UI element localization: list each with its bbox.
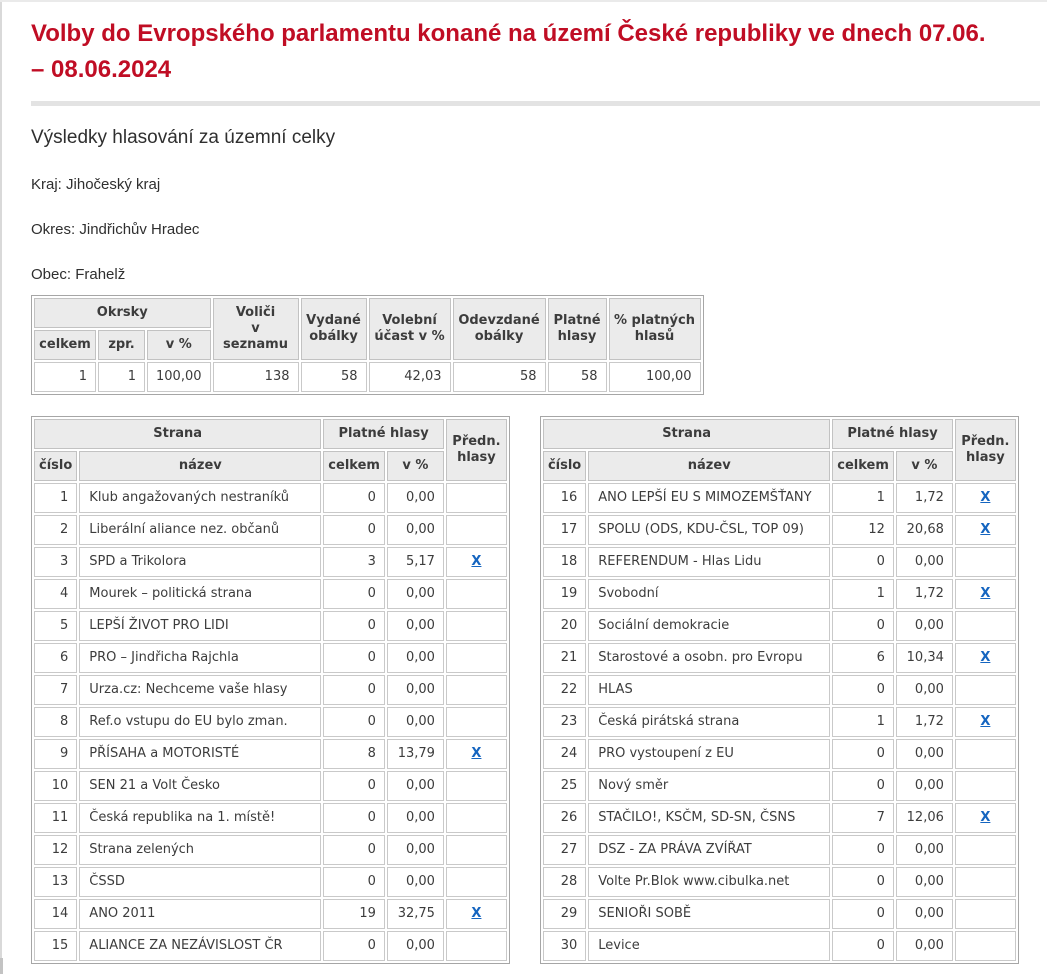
party-name: ANO 2011 (79, 899, 321, 929)
summary-value-pct-platnych-hlasu: 100,00 (609, 362, 701, 392)
preferential-votes-cell (955, 483, 1016, 513)
party-name: Nový směr (588, 771, 830, 801)
party-number: 19 (543, 579, 586, 609)
party-votes-pct: 0,00 (896, 739, 953, 769)
preferential-votes-cell (446, 547, 507, 577)
party-votes-total: 0 (323, 803, 385, 833)
preferential-votes-link[interactable]: X (980, 586, 991, 601)
party-table-left (31, 416, 510, 964)
party-votes-pct: 0,00 (896, 835, 953, 865)
party-name: LEPŠÍ ŽIVOT PRO LIDI (79, 611, 321, 641)
party-name: Starostové a osobn. pro Evropu (588, 643, 830, 673)
party-name: PRO – Jindřicha Rajchla (79, 643, 321, 673)
party-name: ČSSD (79, 867, 321, 897)
party-number: 10 (34, 771, 77, 801)
party-row (34, 707, 507, 737)
party-number: 14 (34, 899, 77, 929)
party-row (34, 483, 507, 513)
party-table-header-celkem: celkem (323, 451, 385, 481)
party-table-header-platne-hlasy: Platné hlasy (832, 419, 953, 449)
section-title: Výsledky hlasování za územní celky (31, 127, 336, 148)
preferential-votes-cell (446, 803, 507, 833)
preferential-votes-link[interactable]: X (980, 650, 991, 665)
party-votes-pct: 1,72 (896, 579, 953, 609)
party-votes-total: 0 (832, 675, 894, 705)
party-row (34, 611, 507, 641)
region-okres-label: Okres: (31, 221, 76, 238)
party-votes-pct: 0,00 (896, 547, 953, 577)
summary-header-zpr: zpr. (98, 330, 145, 360)
party-row (34, 931, 507, 961)
party-votes-pct: 1,72 (896, 483, 953, 513)
party-number: 7 (34, 675, 77, 705)
preferential-votes-cell (955, 611, 1016, 641)
preferential-votes-cell (955, 515, 1016, 545)
party-votes-total: 0 (323, 643, 385, 673)
party-number: 3 (34, 547, 77, 577)
party-votes-pct: 0,00 (387, 643, 444, 673)
summary-value-volici-v-seznamu: 138 (213, 362, 299, 392)
party-row (543, 483, 1016, 513)
party-votes-pct: 10,34 (896, 643, 953, 673)
party-number: 4 (34, 579, 77, 609)
preferential-votes-link[interactable]: X (980, 522, 991, 537)
party-votes-total: 0 (323, 579, 385, 609)
party-number: 29 (543, 899, 586, 929)
party-votes-pct: 0,00 (387, 515, 444, 545)
region-kraj (31, 176, 1047, 194)
party-votes-pct: 1,72 (896, 707, 953, 737)
party-votes-pct: 13,79 (387, 739, 444, 769)
preferential-votes-cell (446, 483, 507, 513)
summary-header-platne-hlasy: Platné hlasy (548, 298, 607, 360)
party-votes-pct: 0,00 (387, 803, 444, 833)
party-row (543, 931, 1016, 961)
party-name: STAČILO!, KSČM, SD-SN, ČSNS (588, 803, 830, 833)
party-number: 24 (543, 739, 586, 769)
party-votes-total: 0 (323, 771, 385, 801)
party-table-header-nazev: název (79, 451, 321, 481)
party-votes-total: 12 (832, 515, 894, 545)
party-name: SEN 21 a Volt Česko (79, 771, 321, 801)
party-table-header-strana: Strana (543, 419, 830, 449)
preferential-votes-cell (955, 675, 1016, 705)
party-row (543, 579, 1016, 609)
preferential-votes-cell (446, 835, 507, 865)
party-votes-total: 6 (832, 643, 894, 673)
party-number: 26 (543, 803, 586, 833)
preferential-votes-cell (955, 899, 1016, 929)
party-row (34, 803, 507, 833)
party-votes-pct: 0,00 (387, 675, 444, 705)
preferential-votes-cell (955, 931, 1016, 961)
region-kraj-value: Jihočeský kraj (66, 176, 161, 193)
party-table-header-v-pct: v % (387, 451, 444, 481)
party-number: 2 (34, 515, 77, 545)
party-row (543, 899, 1016, 929)
party-table-header-strana: Strana (34, 419, 321, 449)
party-row (543, 803, 1016, 833)
party-number: 16 (543, 483, 586, 513)
party-votes-pct: 0,00 (387, 483, 444, 513)
party-row (543, 835, 1016, 865)
preferential-votes-cell (955, 707, 1016, 737)
party-votes-pct: 0,00 (387, 867, 444, 897)
party-number: 1 (34, 483, 77, 513)
party-row (543, 547, 1016, 577)
preferential-votes-link[interactable]: X (980, 714, 991, 729)
party-tables-container (31, 416, 1047, 964)
preferential-votes-cell (955, 739, 1016, 769)
window-left-edge (0, 2, 2, 974)
party-votes-pct: 0,00 (387, 771, 444, 801)
party-name: DSZ - ZA PRÁVA ZVÍŘAT (588, 835, 830, 865)
party-number: 22 (543, 675, 586, 705)
summary-header-okrsky: Okrsky (34, 298, 211, 328)
summary-header-vydane-obalky: Vydané obálky (301, 298, 367, 360)
party-votes-total: 0 (323, 515, 385, 545)
party-row (34, 515, 507, 545)
preferential-votes-cell (955, 771, 1016, 801)
party-votes-total: 1 (832, 483, 894, 513)
party-votes-pct: 0,00 (896, 611, 953, 641)
preferential-votes-link[interactable]: X (980, 810, 991, 825)
summary-header-odevzdane-obalky: Odevzdané obálky (453, 298, 546, 360)
party-row (543, 707, 1016, 737)
party-votes-pct: 0,00 (387, 707, 444, 737)
party-votes-pct: 12,06 (896, 803, 953, 833)
summary-value-okrsky-v-pct: 100,00 (147, 362, 211, 392)
party-votes-pct: 0,00 (896, 771, 953, 801)
preferential-votes-cell (446, 707, 507, 737)
party-number: 25 (543, 771, 586, 801)
party-name: Levice (588, 931, 830, 961)
party-votes-total: 0 (323, 675, 385, 705)
party-name: Česká republika na 1. místě! (79, 803, 321, 833)
party-votes-pct: 5,17 (387, 547, 444, 577)
summary-table (31, 295, 704, 395)
party-table-header-cislo: číslo (34, 451, 77, 481)
party-number: 12 (34, 835, 77, 865)
party-name: Svobodní (588, 579, 830, 609)
preferential-votes-cell (446, 867, 507, 897)
party-name: PŘÍSAHA a MOTORISTÉ (79, 739, 321, 769)
party-row (543, 611, 1016, 641)
page-title: Volby do Evropského parlamentu konané na území České republiky ve dnech 07.06. – 08.06.2024 (31, 20, 986, 83)
party-name: PRO vystoupení z EU (588, 739, 830, 769)
party-votes-total: 0 (832, 611, 894, 641)
party-votes-pct: 0,00 (387, 611, 444, 641)
party-row (543, 643, 1016, 673)
party-votes-pct: 20,68 (896, 515, 953, 545)
party-table-header-predn-hlasy: Předn. hlasy (955, 419, 1016, 481)
party-votes-total: 0 (323, 611, 385, 641)
party-row (543, 515, 1016, 545)
party-votes-pct: 0,00 (896, 899, 953, 929)
party-row (34, 867, 507, 897)
party-votes-pct: 0,00 (896, 867, 953, 897)
party-name: Urza.cz: Nechceme vaše hlasy (79, 675, 321, 705)
preferential-votes-cell (955, 579, 1016, 609)
party-name: Ref.o vstupu do EU bylo zman. (79, 707, 321, 737)
party-name: REFERENDUM - Hlas Lidu (588, 547, 830, 577)
party-row (34, 675, 507, 705)
party-name: Strana zelených (79, 835, 321, 865)
summary-header-volici-v-seznamu: Voliči v seznamu (213, 298, 299, 360)
preferential-votes-link[interactable]: X (471, 746, 482, 761)
party-number: 23 (543, 707, 586, 737)
party-votes-total: 0 (323, 707, 385, 737)
summary-value-volebni-ucast: 42,03 (369, 362, 451, 392)
party-votes-total: 0 (323, 483, 385, 513)
party-table-header-predn-hlasy: Předn. hlasy (446, 419, 507, 481)
party-votes-total: 0 (323, 931, 385, 961)
party-votes-total: 0 (323, 835, 385, 865)
party-number: 18 (543, 547, 586, 577)
party-votes-pct: 0,00 (387, 579, 444, 609)
summary-value-okrsky-zpr: 1 (98, 362, 145, 392)
party-votes-pct: 0,00 (387, 835, 444, 865)
party-name: Mourek – politická strana (79, 579, 321, 609)
party-number: 17 (543, 515, 586, 545)
party-row (34, 547, 507, 577)
region-obec (31, 266, 1047, 284)
party-name: SPD a Trikolora (79, 547, 321, 577)
preferential-votes-cell (446, 675, 507, 705)
party-table-header-nazev: název (588, 451, 830, 481)
party-number: 21 (543, 643, 586, 673)
party-votes-total: 0 (832, 547, 894, 577)
preferential-votes-cell (955, 547, 1016, 577)
party-votes-total: 1 (832, 707, 894, 737)
header-divider (31, 101, 1040, 106)
summary-header-volebni-ucast: Volební účast v % (369, 298, 451, 360)
summary-value-odevzdane-obalky: 58 (453, 362, 546, 392)
party-number: 13 (34, 867, 77, 897)
party-votes-total: 0 (832, 899, 894, 929)
party-votes-total: 0 (832, 835, 894, 865)
party-name: HLAS (588, 675, 830, 705)
party-name: SPOLU (ODS, KDU-ČSL, TOP 09) (588, 515, 830, 545)
summary-header-celkem: celkem (34, 330, 96, 360)
summary-header-pct-platnych-hlasu: % platných hlasů (609, 298, 701, 360)
party-row (543, 739, 1016, 769)
party-name: ALIANCE ZA NEZÁVISLOST ČR (79, 931, 321, 961)
preferential-votes-cell (446, 771, 507, 801)
party-votes-total: 7 (832, 803, 894, 833)
party-table-header-v-pct: v % (896, 451, 953, 481)
party-votes-total: 8 (323, 739, 385, 769)
party-name: Liberální aliance nez. občanů (79, 515, 321, 545)
preferential-votes-cell (446, 611, 507, 641)
preferential-votes-cell (446, 931, 507, 961)
summary-value-platne-hlasy: 58 (548, 362, 607, 392)
region-okres-value: Jindřichův Hradec (79, 221, 200, 238)
summary-header-v-pct: v % (147, 330, 211, 360)
party-votes-total: 3 (323, 547, 385, 577)
party-row (34, 643, 507, 673)
party-number: 11 (34, 803, 77, 833)
preferential-votes-cell (955, 803, 1016, 833)
summary-values-row (34, 362, 701, 392)
party-row (34, 899, 507, 929)
region-kraj-label: Kraj: (31, 176, 62, 193)
party-number: 9 (34, 739, 77, 769)
party-table-header-celkem: celkem (832, 451, 894, 481)
party-votes-total: 0 (832, 931, 894, 961)
party-row (34, 771, 507, 801)
preferential-votes-link[interactable]: X (980, 490, 991, 505)
party-votes-pct: 0,00 (387, 931, 444, 961)
preferential-votes-link[interactable]: X (471, 906, 482, 921)
party-table-right (540, 416, 1019, 964)
party-number: 5 (34, 611, 77, 641)
preferential-votes-cell (446, 643, 507, 673)
preferential-votes-cell (446, 515, 507, 545)
party-votes-pct: 0,00 (896, 931, 953, 961)
party-row (34, 579, 507, 609)
preferential-votes-cell (446, 739, 507, 769)
page (0, 16, 1047, 964)
party-number: 27 (543, 835, 586, 865)
region-okres (31, 221, 1047, 239)
party-votes-total: 0 (323, 867, 385, 897)
party-number: 28 (543, 867, 586, 897)
party-table-header-cislo: číslo (543, 451, 586, 481)
summary-value-okrsky-celkem: 1 (34, 362, 96, 392)
party-number: 30 (543, 931, 586, 961)
preferential-votes-cell (446, 899, 507, 929)
party-row (543, 867, 1016, 897)
party-row (543, 675, 1016, 705)
party-name: Klub angažovaných nestraníků (79, 483, 321, 513)
preferential-votes-cell (955, 835, 1016, 865)
party-name: Sociální demokracie (588, 611, 830, 641)
preferential-votes-cell (955, 867, 1016, 897)
party-number: 6 (34, 643, 77, 673)
party-number: 15 (34, 931, 77, 961)
region-obec-label: Obec: (31, 266, 72, 283)
party-name: SENIOŘI SOBĚ (588, 899, 830, 929)
party-votes-total: 0 (832, 739, 894, 769)
party-votes-total: 19 (323, 899, 385, 929)
party-name: Volte Pr.Blok www.cibulka.net (588, 867, 830, 897)
party-votes-total: 0 (832, 867, 894, 897)
party-number: 20 (543, 611, 586, 641)
party-votes-total: 0 (832, 771, 894, 801)
summary-value-vydane-obalky: 58 (301, 362, 367, 392)
preferential-votes-cell (955, 643, 1016, 673)
party-row (543, 771, 1016, 801)
preferential-votes-cell (446, 579, 507, 609)
party-votes-total: 1 (832, 579, 894, 609)
party-name: ANO LEPŠÍ EU S MIMOZEMŠŤANY (588, 483, 830, 513)
party-number: 8 (34, 707, 77, 737)
party-votes-pct: 0,00 (896, 675, 953, 705)
preferential-votes-link[interactable]: X (471, 554, 482, 569)
party-votes-pct: 32,75 (387, 899, 444, 929)
party-table-header-platne-hlasy: Platné hlasy (323, 419, 444, 449)
window-left-edge-bottom (0, 958, 3, 974)
party-row (34, 835, 507, 865)
region-obec-value: Frahelž (75, 266, 126, 283)
party-row (34, 739, 507, 769)
party-name: Česká pirátská strana (588, 707, 830, 737)
